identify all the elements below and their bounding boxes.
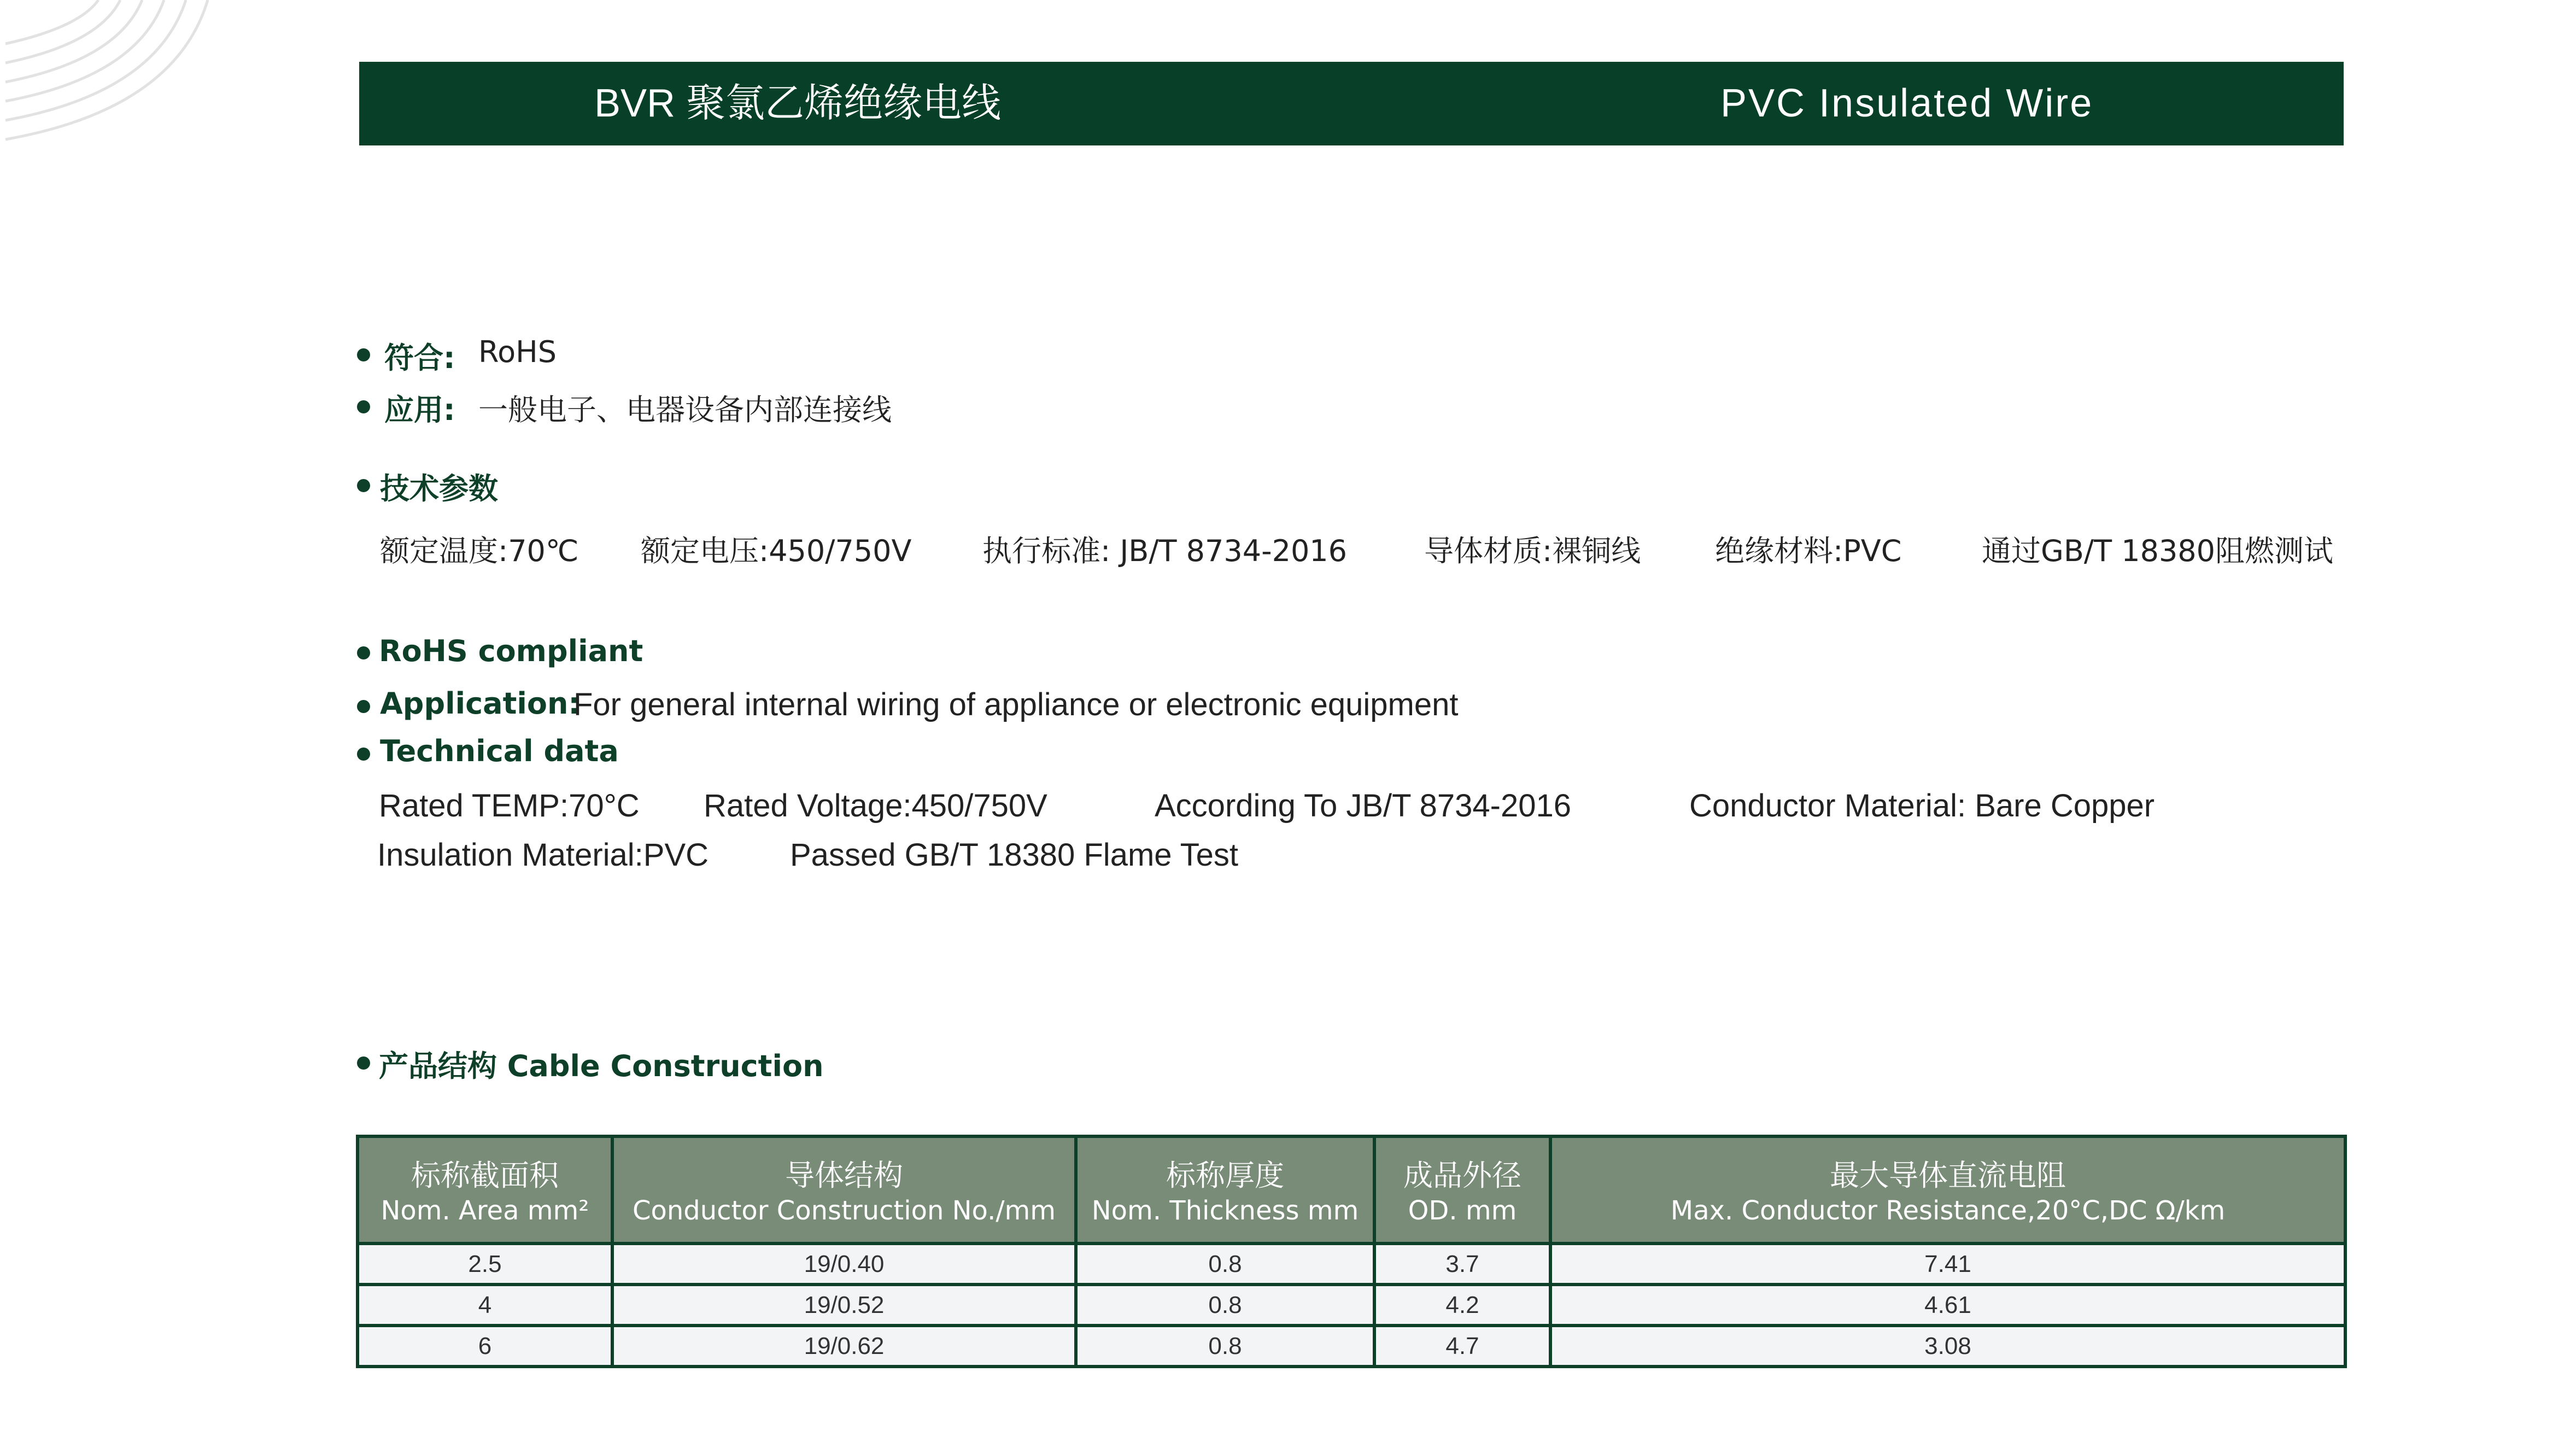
column-header: [1550, 1136, 2345, 1243]
tech-item-cn: 绝缘材料:PVC: [1715, 534, 1902, 568]
column-header-cn: 最大导体直流电阻: [1830, 1158, 2066, 1193]
table-cell: 3.7: [1374, 1243, 1550, 1285]
column-header-en: Nom. Thickness mm: [1091, 1195, 1359, 1226]
column-header-cn: 标称截面积: [411, 1158, 559, 1193]
table-cell: 19/0.52: [612, 1285, 1076, 1326]
table-cell: 4: [358, 1285, 612, 1326]
bullet-icon: [357, 700, 370, 713]
table-cell: 4.2: [1374, 1285, 1550, 1326]
column-header-cn: 标称厚度: [1166, 1158, 1284, 1193]
construction-table: [356, 1135, 2347, 1368]
column-header: [1076, 1136, 1374, 1243]
tech-item-cn: 额定电压:450/750V: [641, 534, 912, 568]
decorative-arcs-icon: [0, 0, 219, 148]
table-cell: 2.5: [358, 1243, 612, 1285]
table-cell: 3.08: [1550, 1326, 2345, 1367]
bullet-icon: [357, 646, 370, 659]
tech-item-en: Rated Voltage:450/750V: [704, 788, 1047, 824]
tech-item-en: Rated TEMP:70°C: [379, 788, 640, 824]
column-header: [612, 1136, 1076, 1243]
compliance-label: 符合:: [384, 341, 455, 375]
compliance-value: RoHS: [478, 335, 557, 369]
tech-item-en: Passed GB/T 18380 Flame Test: [790, 837, 1238, 873]
table-row: [358, 1243, 2345, 1285]
tech-label-cn: 技术参数: [380, 471, 498, 506]
tech-item-en: Insulation Material:PVC: [377, 837, 709, 873]
table-cell: 7.41: [1550, 1243, 2345, 1285]
column-header: [358, 1136, 612, 1243]
column-header-en: Max. Conductor Resistance,20°C,DC Ω/km: [1670, 1195, 2226, 1226]
column-header-cn: 成品外径: [1403, 1158, 1521, 1193]
tech-item-cn: 导体材质:裸铜线: [1424, 534, 1641, 568]
application-value-en: For general internal wiring of appliance or electronic equipment: [573, 687, 1459, 722]
table-cell: 19/0.40: [612, 1243, 1076, 1285]
table-cell: 4.61: [1550, 1285, 2345, 1326]
tech-label-en: Technical data: [380, 734, 619, 768]
table-row: [358, 1326, 2345, 1367]
bullet-icon: [357, 400, 370, 413]
rohs-label-en: RoHS compliant: [379, 634, 643, 668]
table-cell: 0.8: [1076, 1326, 1374, 1367]
application-label-en: Application:: [380, 686, 581, 721]
bullet-icon: [357, 1056, 370, 1070]
construction-heading: 产品结构 Cable Construction: [379, 1049, 824, 1083]
table-cell: 6: [358, 1326, 612, 1367]
tech-item-cn: 执行标准: JB/T 8734-2016: [982, 534, 1348, 568]
table-cell: 0.8: [1076, 1243, 1374, 1285]
column-header: [1374, 1136, 1550, 1243]
tech-item-cn: 额定温度:70℃: [380, 534, 579, 568]
title-bar: [359, 62, 2344, 145]
bullet-icon: [357, 348, 370, 361]
application-value-cn: 一般电子、电器设备内部连接线: [478, 393, 892, 427]
table-cell: 19/0.62: [612, 1326, 1076, 1367]
bullet-icon: [357, 748, 370, 761]
table-cell: 0.8: [1076, 1285, 1374, 1326]
column-header-cn: 导体结构: [785, 1158, 903, 1193]
table-header-row: [358, 1136, 2345, 1243]
column-header-en: OD. mm: [1408, 1195, 1517, 1226]
tech-item-cn: 通过GB/T 18380阻燃测试: [1982, 534, 2334, 568]
title-en: PVC Insulated Wire: [1720, 81, 2094, 125]
application-label-cn: 应用:: [384, 393, 455, 427]
column-header-en: Conductor Construction No./mm: [632, 1195, 1056, 1226]
tech-item-en: Conductor Material: Bare Copper: [1689, 788, 2155, 824]
table-cell: 4.7: [1374, 1326, 1550, 1367]
table-row: [358, 1285, 2345, 1326]
tech-item-en: According To JB/T 8734-2016: [1155, 788, 1572, 824]
bullet-icon: [357, 479, 370, 492]
column-header-en: Nom. Area mm²: [380, 1195, 589, 1226]
title-cn: BVR 聚氯乙烯绝缘电线: [594, 81, 1002, 125]
